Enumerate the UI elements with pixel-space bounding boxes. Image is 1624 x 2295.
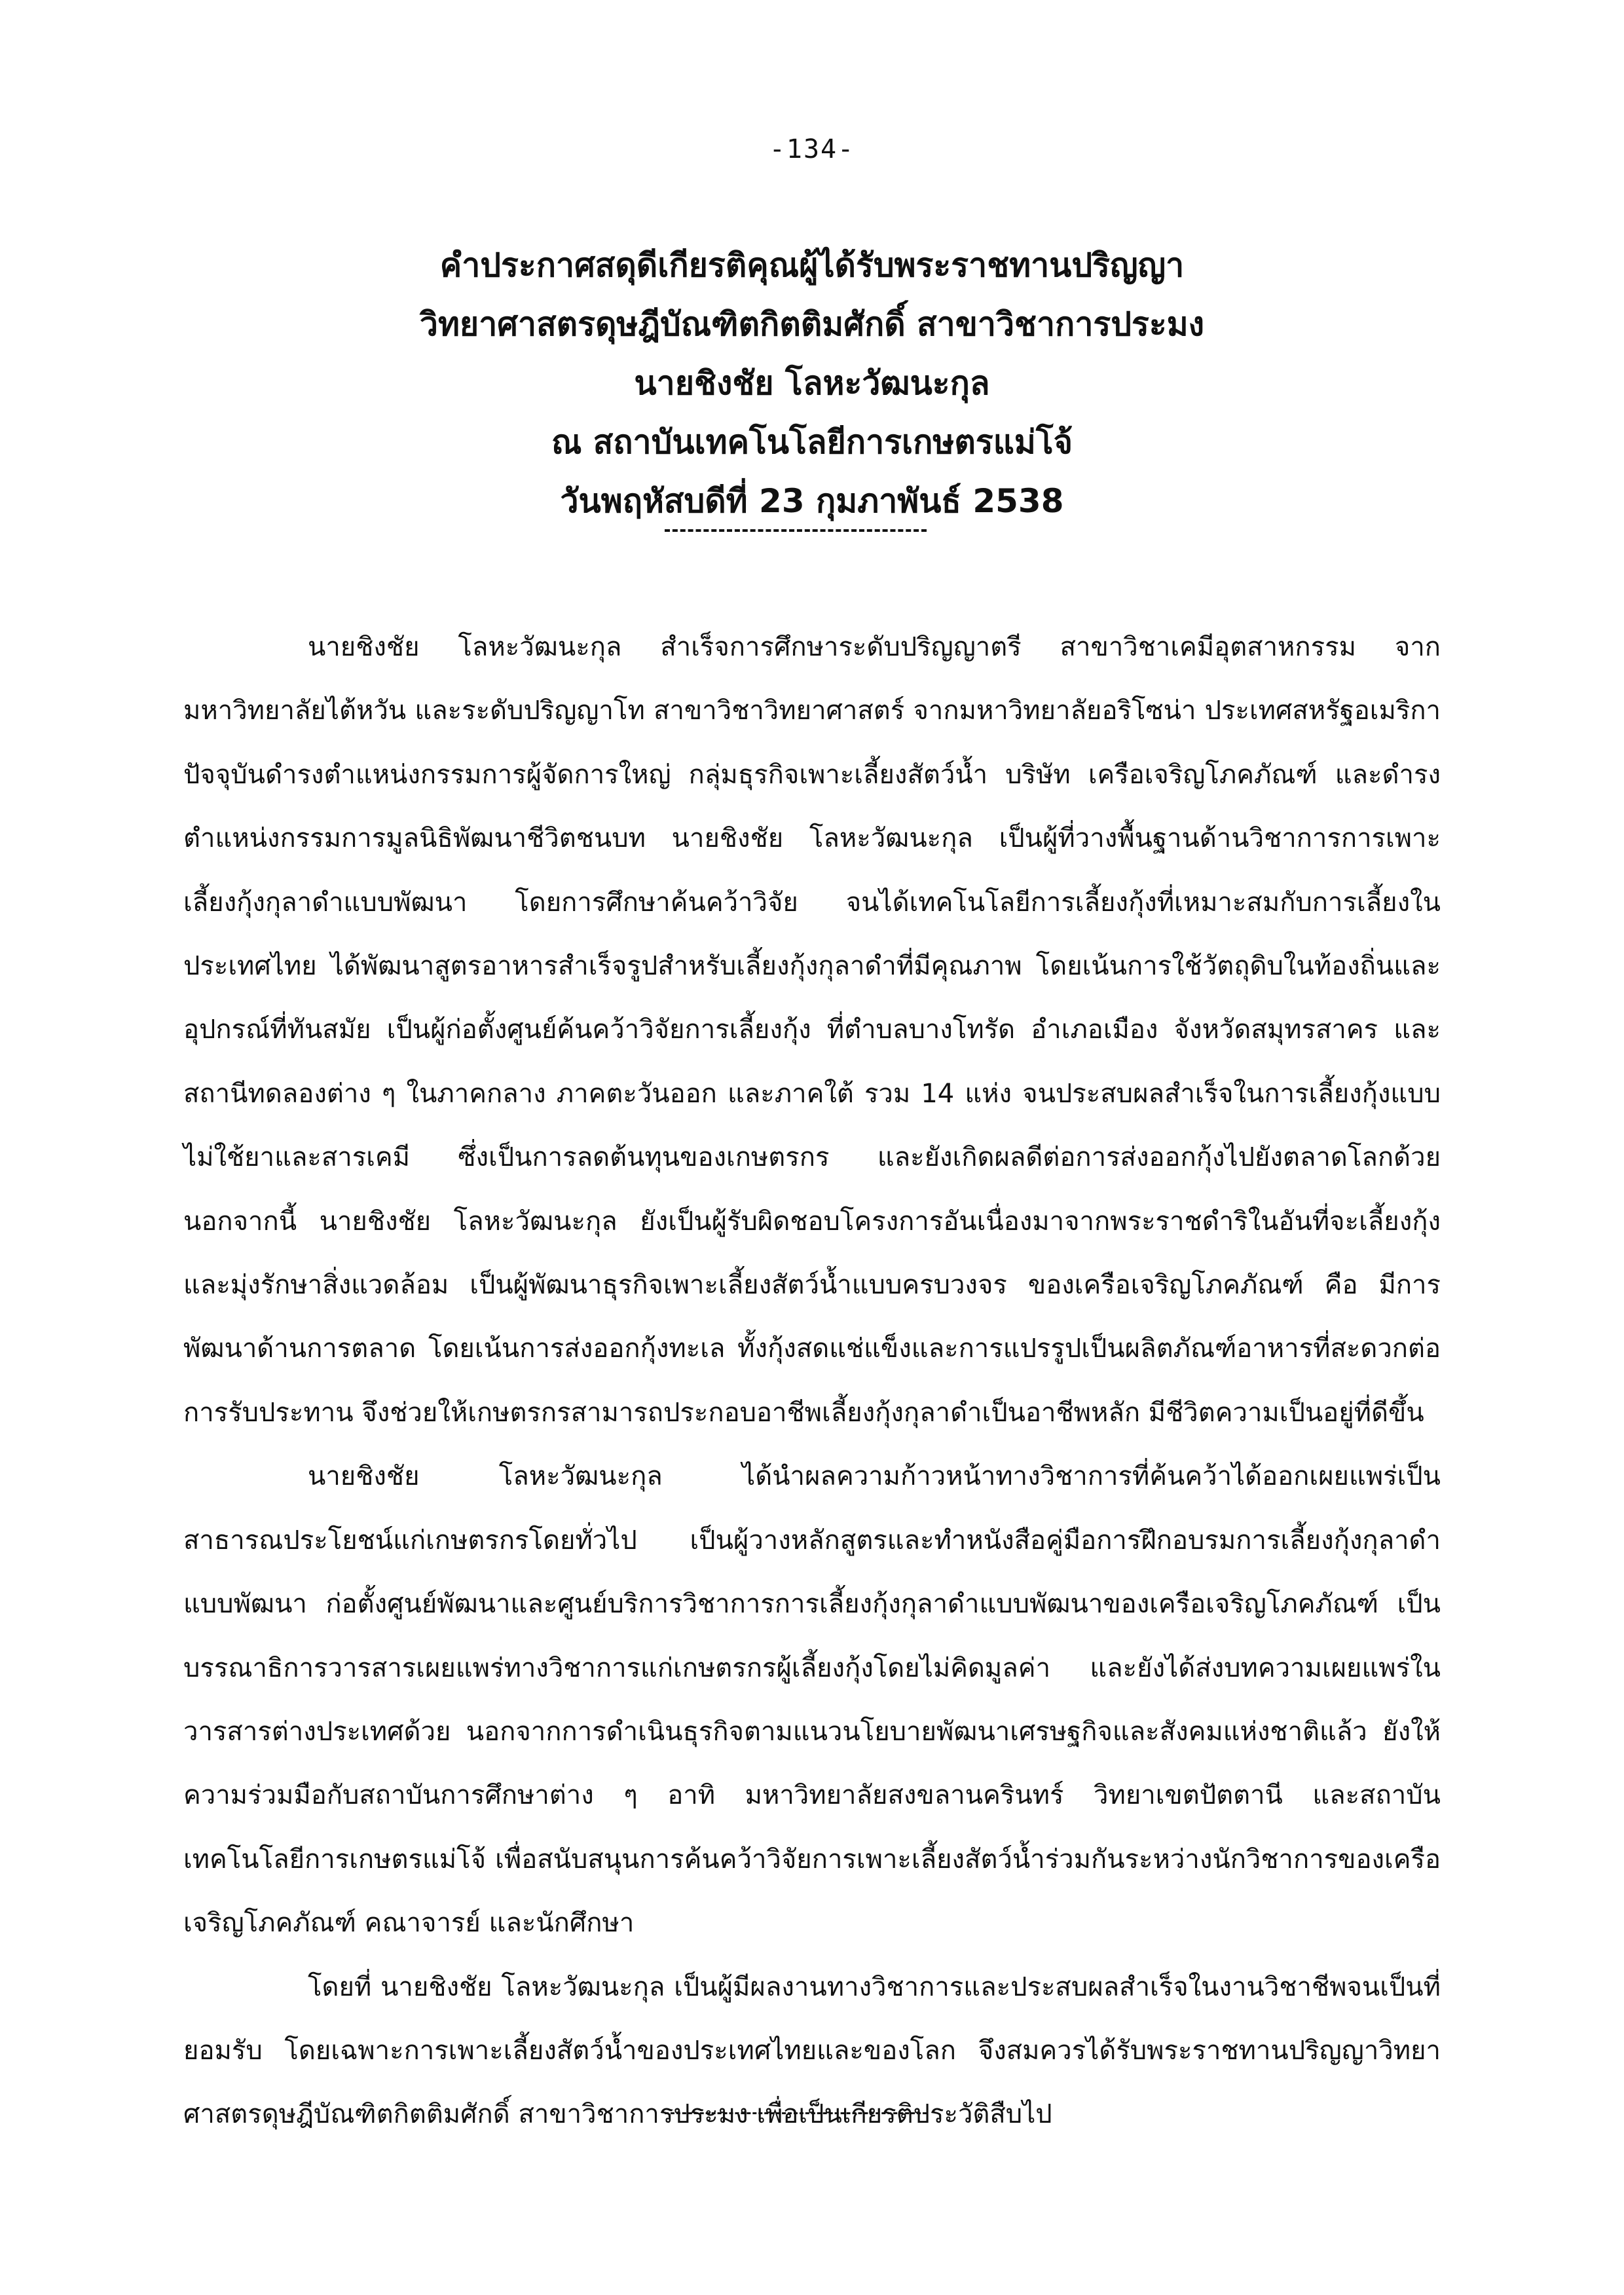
citation-body xyxy=(183,616,1441,2147)
heading-venue-line: ณ สถาบันเทคโนโลยีการเกษตรแม่โจ้ xyxy=(551,423,1073,461)
heading-divider xyxy=(665,529,927,532)
heading-title-line: คำประกาศสดุดีเกียรติคุณผู้ได้รับพระราชทานปริญญา xyxy=(439,246,1185,284)
body-paragraph: โดยที่ นายชิงชัย โลหะวัฒนะกุล เป็นผู้มีผลงานทางวิชาการและประสบผลสำเร็จในงานวิชาชีพจนเป็นที่ยอมรับ โดยเฉพาะการเพาะเลี้ยงสัตว์น้ำของประเทศไทยและของโลก จึงสมควรได้รับพระราชทานปริญญาวิทยาศาสตรดุษฎีบัณฑิตกิตติมศักดิ์ สาขาวิชาการประมง เพื่อเป็นเกียรติประวัติสืบไป xyxy=(183,1971,1441,2130)
body-paragraph: นายชิงชัย โลหะวัฒนะกุล ได้นำผลความก้าวหน้าทางวิชาการที่ค้นคว้าได้ออกเผยแพร่เป็นสาธารณประโยชน์แก่เกษตรกรโดยทั่วไป เป็นผู้วางหลักสูตรและทำหนังสือคู่มือการฝึกอบรมการเลี้ยงกุ้งกุลาดำแบบพัฒนา ก่อตั้งศูนย์พัฒนาและศูนย์บริการวิชาการการเลี้ยงกุ้งกุลาดำแบบพัฒนาของเครือเจริญโภคภัณฑ์ เป็นบรรณาธิการวารสารเผยแพร่ทางวิชาการแก่เกษตรกรผู้เลี้ยงกุ้งโดยไม่คิดมูลค่า และยังได้ส่งบทความเผยแพร่ในวารสารต่างประเทศด้วย นอกจากการดำเนินธุรกิจตามแนวนโยบายพัฒนาเศรษฐกิจและสังคมแห่งชาติแล้ว ยังให้ความร่วมมือกับสถาบันการศึกษาต่าง ๆ อาทิ มหาวิทยาลัยสงขลานครินทร์ วิทยาเขตปัตตานี และสถาบันเทคโนโลยีการเกษตรแม่โจ้ เพื่อสนับสนุนการค้นคว้าวิจัยการเพาะเลี้ยงสัตว์น้ำร่วมกันระหว่างนักวิชาการของเครือเจริญโภคภัณฑ์ คณาจารย์ และนักศึกษา xyxy=(183,1461,1441,1939)
heading-recipient-name: นายชิงชัย โลหะวัฒนะกุล xyxy=(634,364,990,402)
heading-date-line: วันพฤหัสบดีที่ 23 กุมภาพันธ์ 2538 xyxy=(560,482,1064,520)
citation-heading xyxy=(131,236,1493,531)
heading-degree-line: วิทยาศาสตรดุษฎีบัณฑิตกิตติมศักดิ์ สาขาวิชาการประมง xyxy=(419,305,1205,343)
page-number: -134- xyxy=(769,134,855,164)
closing-divider xyxy=(665,2112,927,2114)
body-paragraph: นายชิงชัย โลหะวัฒนะกุล สำเร็จการศึกษาระดับปริญญาตรี สาขาวิชาเคมีอุตสาหกรรม จากมหาวิทยาลัยไต้หวัน และระดับปริญญาโท สาขาวิชาวิทยาศาสตร์ จากมหาวิทยาลัยอริโซน่า ประเทศสหรัฐอเมริกา ปัจจุบันดำรงตำแหน่งกรรมการผู้จัดการใหญ่ กลุ่มธุรกิจเพาะเลี้ยงสัตว์น้ำ บริษัท เครือเจริญโภคภัณฑ์ และดำรงตำแหน่งกรรมการมูลนิธิพัฒนาชีวิตชนบท นายชิงชัย โลหะวัฒนะกุล เป็นผู้ที่วางพื้นฐานด้านวิชาการการเพาะเลี้ยงกุ้งกุลาดำแบบพัฒนา โดยการศึกษาค้นคว้าวิจัย จนได้เทคโนโลยีการเลี้ยงกุ้งที่เหมาะสมกับการเลี้ยงในประเทศไทย ได้พัฒนาสูตรอาหารสำเร็จรูปสำหรับเลี้ยงกุ้งกุลาดำที่มีคุณภาพ โดยเน้นการใช้วัตถุดิบในท้องถิ่นและอุปกรณ์ที่ทันสมัย เป็นผู้ก่อตั้งศูนย์ค้นคว้าวิจัยการเลี้ยงกุ้ง ที่ตำบลบางโทรัด อำเภอเมือง จังหวัดสมุทรสาคร และสถานีทดลองต่าง ๆ ในภาคกลาง ภาคตะวันออก และภาคใต้ รวม 14 แห่ง จนประสบผลสำเร็จในการเลี้ยงกุ้งแบบไม่ใช้ยาและสารเคมี ซึ่งเป็นการลดต้นทุนของเกษตรกร และยังเกิดผลดีต่อการส่งออกกุ้งไปยังตลาดโลกด้วย นอกจากนี้ นายชิงชัย โลหะวัฒนะกุล ยังเป็นผู้รับผิดชอบโครงการอันเนื่องมาจากพระราชดำริในอันที่จะเลี้ยงกุ้งและมุ่งรักษาสิ่งแวดล้อม เป็นผู้พัฒนาธุรกิจเพาะเลี้ยงสัตว์น้ำแบบครบวงจร ของเครือเจริญโภคภัณฑ์ คือ มีการพัฒนาด้านการตลาด โดยเน้นการส่งออกกุ้งทะเล ทั้งกุ้งสดแช่แข็งและการแปรรูปเป็นผลิตภัณฑ์อาหารที่สะดวกต่อการรับประทาน จึงช่วยให้เกษตรกรสามารถประกอบอาชีพเลี้ยงกุ้งกุลาดำเป็นอาชีพหลัก มีชีวิตความเป็นอยู่ที่ดีขึ้น xyxy=(183,632,1441,1428)
